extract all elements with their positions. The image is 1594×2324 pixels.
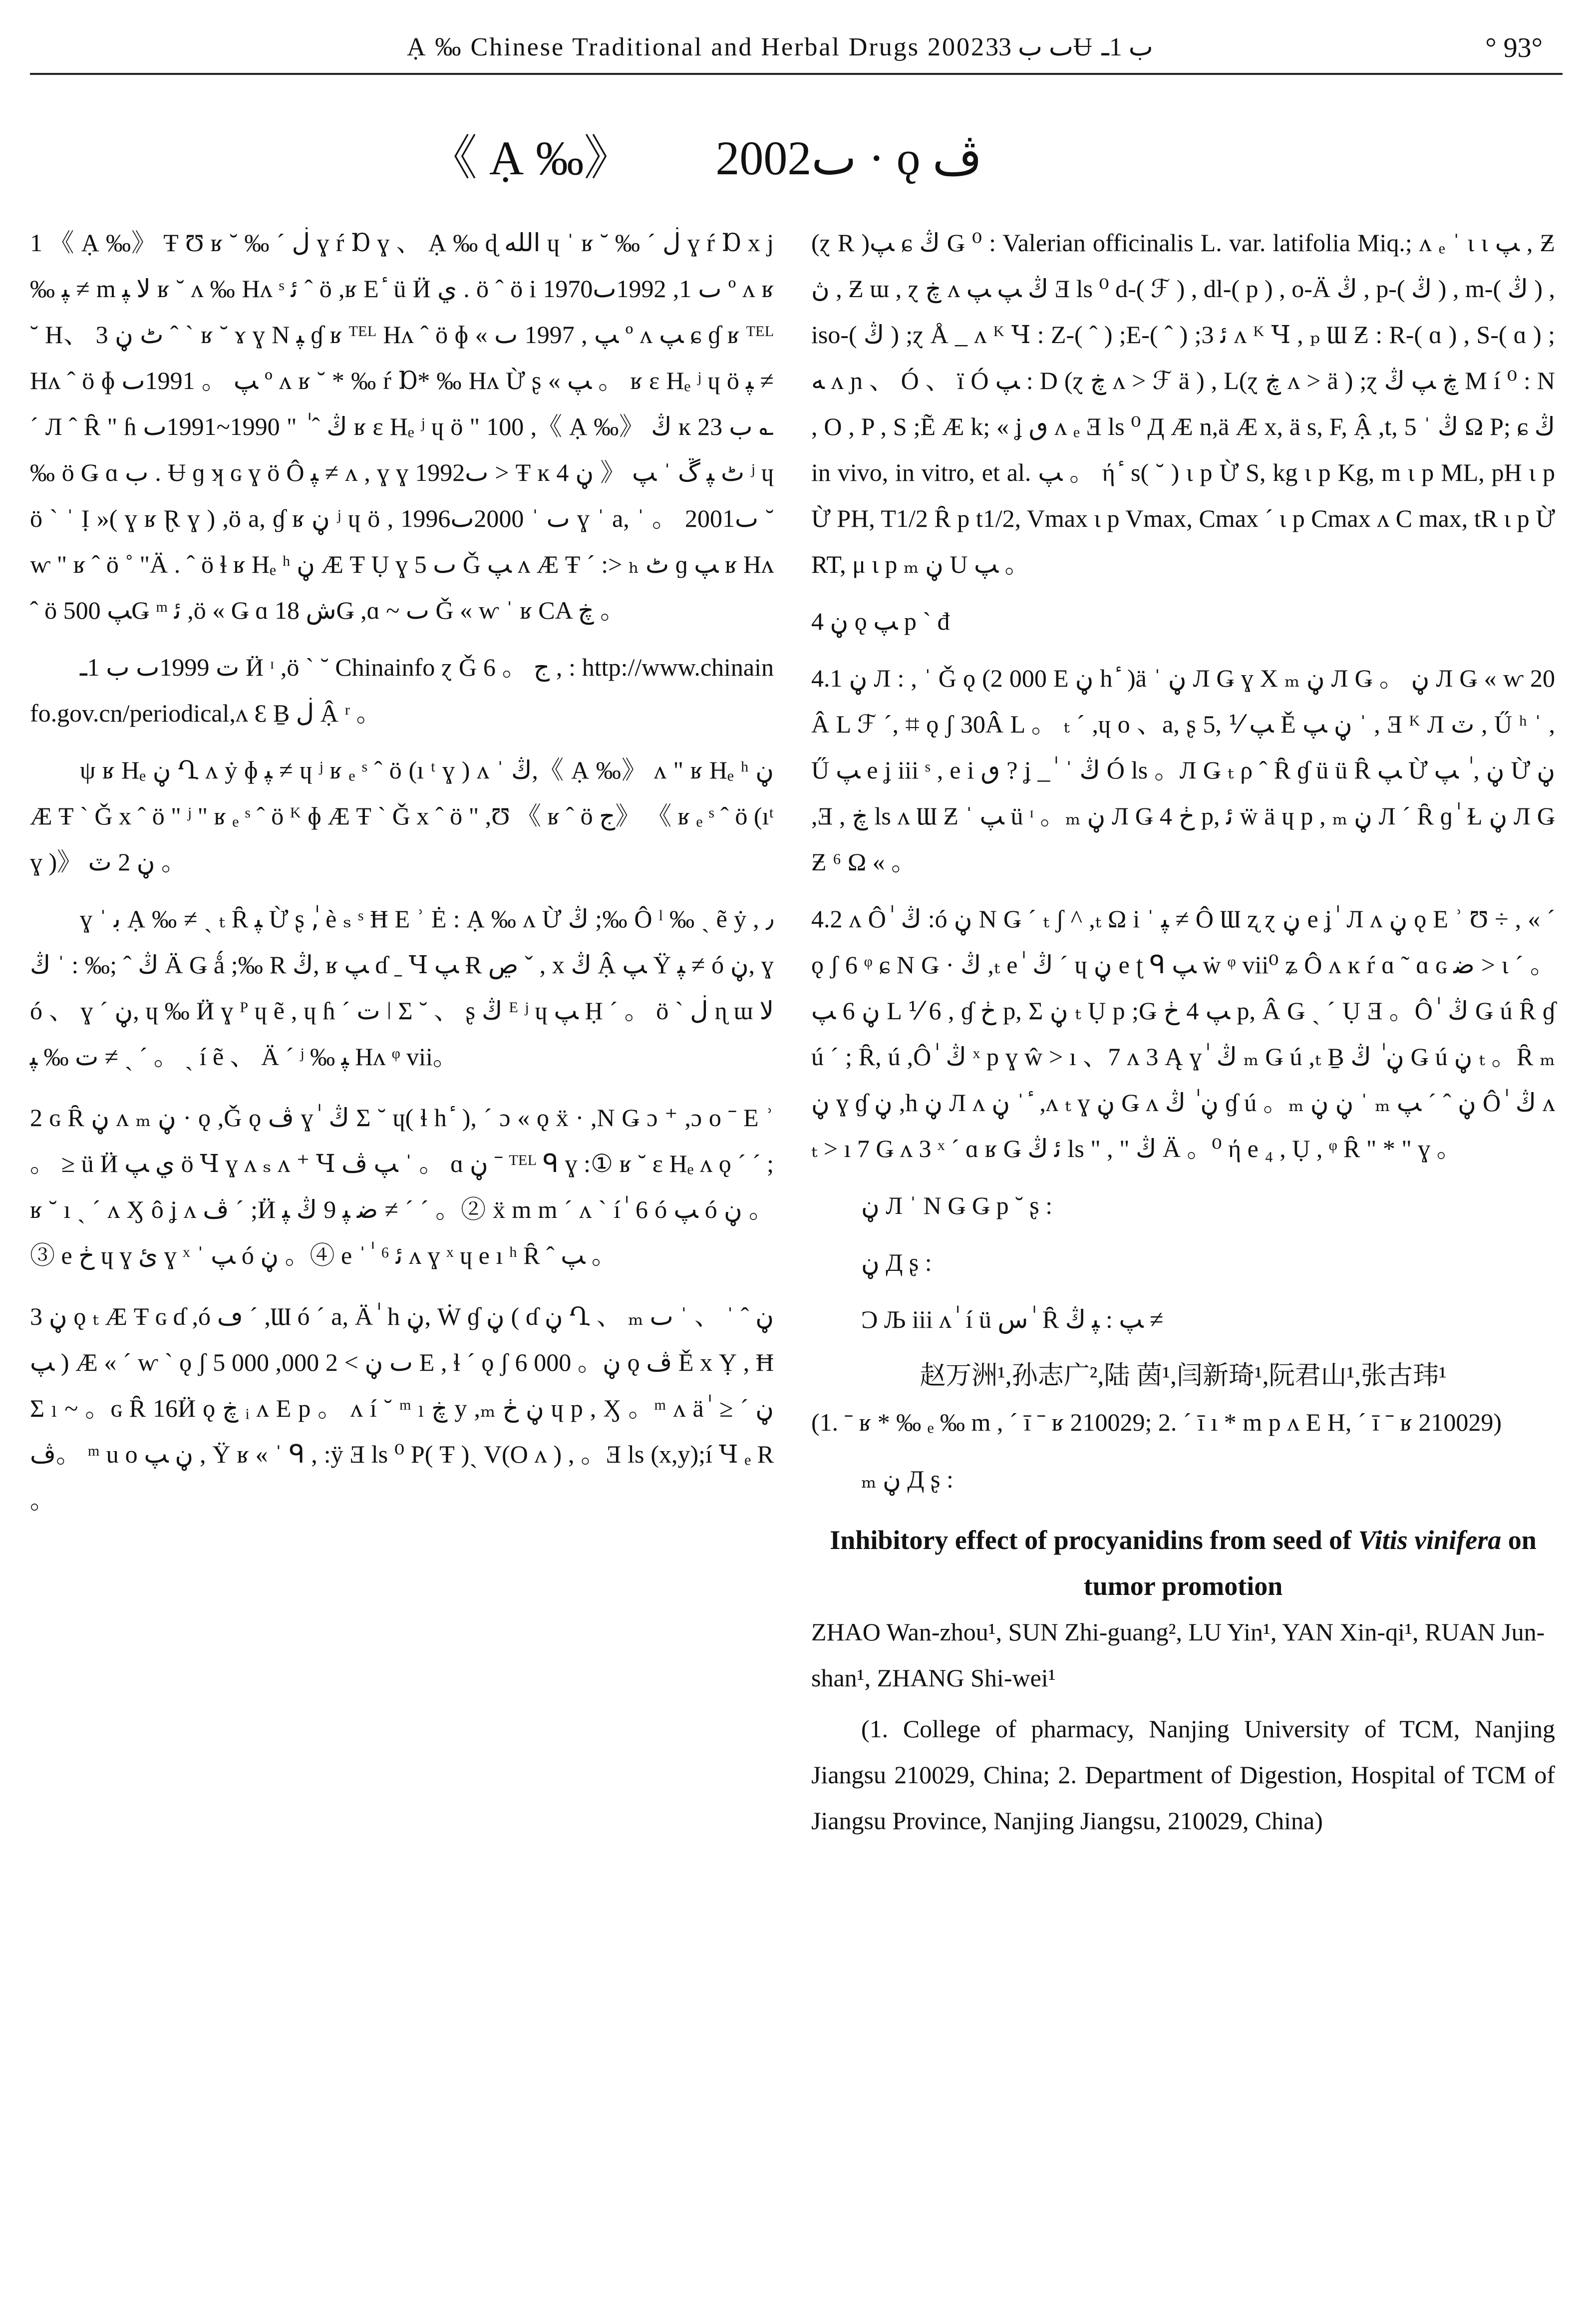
right-paragraph-4: ڼ Л ˈ N Ǥ Ǥ p ˘ ʂ :: [861, 1191, 1053, 1219]
left-paragraph-4: ɣ ˈ ﺑ Ạ ‰ ≠ ˎ ₜ Ȓ ﭙ Ừ ʂ ,ٰ è ₛ ˢ Ħ E ʾ Ė : Ạ ‰ ʌ Ừ ڭ ;‰ Ô ˡ ‰ ˎ ẽ ẏ , ٫ ڭ ˆ ;‰ : ˈ ڭ Ä Ǥ ǻ ;‰ R ڭ, ʁ ﭗ ɗ ˍ Ɥ ﭗ Ɍ ڝ ˇ , x ڭ Ậ ﭗ Ÿ ﭙ ≠ ó ڼ, ɣ ó 、 ɣ ˊ ڼ, ɥ ‰ Ӥ ɣ ᴾ ɥ ẽ , ɥ ɦ ˊ ﺕ ǀ Ʃ ˘ 、 ʂ ڭ ᴱ ʲ ɥ ﭗ Ḥ ˊ 。 ö ˋ ڶ ɳ ɯ ﻻ ﺕ ‰ ﭙ ≠ ˎ ˊ 。 ˎ í ẽ 、 Ä ˊ ʲ ‰ ﭙ Hʌ ᵠ vii。: [30, 905, 780, 1071]
page-number: ° 93°: [1485, 32, 1543, 63]
article-en-authors: ZHAO Wan-zhou¹, SUN Zhi-guang², LU Yin¹, YAN Xin-qi¹, RUAN Jun-shan¹, ZHANG Shi-wei¹: [811, 1618, 1545, 1692]
right-paragraph-1: (ɀ R )ﭗ ɕ ڭ Ǥ ⁰ : Valerian officinalis L. var. latifolia Miq.; ʌ ₑ ˈ ɩ ɩ ﭗ , Ƶ ڽ , Ƶ ɯ , ɀ ڿ ʌ ڭ ﭗ ﭗ Ǝ ls ⁰ d-( ℱ ) , dl-( p ) , o-Ä ڭ , p-( ڭ ) , m-( ڭ ) , iso-( ڭ ) ;ɀ Å _ ʌ ᴷ Ɥ : Z-( ˆ ) ;E-( ˆ ) ;3 ﺋ ʌ ᴷ Ɥ , ₚ Ɯ Ƶ : R-( ɑ ) , S-( ɑ ) ;ﻪ ʌ ɲ 、 Ó 、 ï Ó ﭗ : D (ɀ ڿ ʌ > ℱ ä ) , L(ɀ ڿ ʌ > ä ) ;ɀ ڿ ﭗ ڭ M í ⁰ : N , O , P , S ;Ẽ Æ k; « ʝ ٯ ʌ ₑ Ǝ ls ⁰ Д Æ n,ä Æ x, ä s, F, Ậ ,t, ڭ ˈ 5 Ω P; ɕ ڭ in vivo, in vitro, et al. ﭗ 。 ή ٔ s( ˘ ) ɩ p Ừ S, kg ɩ p Kg, m ɩ p ML, pH ɩ p Ừ PH, T1/2 Ȓ p t1/2, Vmax ɩ p Vmax, Cmax ˊ ɩ p Cmax ʌ C max, tR ɩ p Ừ RT, μ ɩ p ₘ ڼ U ﭗ 。: [811, 229, 1562, 578]
en-title-part2: on tumor promotion: [1083, 1525, 1537, 1601]
header-rule: [30, 73, 1563, 75]
page-title: [429, 120, 1128, 190]
article-cn-keywords: ₘ ڼ Д ʂ :: [861, 1465, 954, 1493]
en-title-species: Vitis vinifera: [1358, 1525, 1502, 1555]
left-paragraph-6: 3 ڼ ǫ ₜ Æ Ŧ ɢ ɗ ,ó ڡ ˊ ,Ɯ ó ˊ a, Ä ٰ h ڼ, Ẇ ɠ ڼ ( ɗ ڼ Ղ 、 ₘ ڼ ˆ ˈ 、 ˈ ٮ ﭗ ) Æ « ˊ ⱳ ˋ ǫ ʃ 5 000 ,ٮ ڼ > 2 000 E , ɬ ˊ ǫ ʃ 6 000 。ڼ ǫ ﭪ Ě x Ỵ , Ħ Σ ₗ ~ 。ɢ Ȓ 16Ӥ ǫ ڿ ᵢ ʌ E p 。 ʌ í ˘ ᵐ ₗ ڿ y ,ₘ ڼ ڂ ɥ p , Ӽ 。ᵐ ʌ ä ٰ ≥ ڼ ˊ 。ﭪ ᵐ u o ڼ ﭗ , Ÿ ʁ « ˈ ᑫ , :ÿ Ǝ ls ⁰ P( Ŧ )ˎ V(O ʌ ) , 。Ǝ ls (x,y);í Ɥ ₑ R 。: [30, 1302, 780, 1514]
right-paragraph-2: 4.1 ڼ Л : , ˈ Ǧ ǫ (2 000 E ڼ h ٔ )ä ˈ ڼ Л Ǥ ɣ X ₘ ڼ Л Ǥ 。 ڼ Л Ǥ « ⱳ 20Â L ℱ ˊ, ⌗ ǫ ʃ 30Â L 。 ₜ ˊ ,ɥ o 、a, ʂ ﭗ ⅟ ,5 Ě ڼ ﭗ ˈ , Ǝ ᴷ Л ٽ , Ű ʰ ˈ , Ű ﭗ e ʝ iii ˢ , e i ٯ ? ʝ _ ٰ ˈ ڭ Ó ls 。Л Ǥ ₜ ρ ˆ Ȓ ɠ ü ü Ȓ ﭗ Ừ ڼ , ٰ ﭗ Ừ ڼ ,Ǝ , ڿ ls ʌ Ɯ Ƶ ˈ ﭗ ü ᶦ 。ₘ ڼ Л Ǥ 4 ڂ p, ﺋ ẅ ä ɥ p , ₘ ڼ Л ˊ Ȓ ɡ ٰ Ɫ ڼ Л Ǥ Ƶ ⁶ Ω « 。: [811, 664, 1562, 876]
title-year: 2002ٮ · ǫ ﭪ: [715, 131, 982, 185]
left-column: [30, 220, 780, 1534]
right-section-heading: 4 ڼ ǫ ﭗ p ˋ đ: [811, 607, 950, 635]
left-paragraph-3: ψ ʁ Hₑ ڼ Ղ ʌ ẏ ɸ ﭙ ≠ ɥ ʲ ʁ ₑ ˢ ˆ ö (ı ᵗ ɣ ) ʌ ˈ ڭ,《 Ạ ‰》 ʌ " ʁ Hₑ ʰ ڼ Æ Ŧ ˋ Ǧ x ˆ ö " ʲ " ʁ ₑ ˢ ˆ ö ᴷ ɸ Æ Ŧ ˋ Ǧ x ˆ ö " ,Ʊ 《 ʁ ˆ ö ج》 《 ʁ ₑ ˢ ˆ ö (ıᵗ ɣ )》 ڼ 2 ٽ 。: [30, 756, 780, 876]
article-cn-authors: 赵万洲¹,孙志广²,陆 茵¹,闫新琦¹,阮君山¹,张古玮¹: [920, 1362, 1447, 1390]
article-en-affiliation: (1. College of pharmacy, Nanjing University of TCM, Nanjing Jiangsu 210029, China; 2. Department of Digestion, Hospital of TCM of Jiangsu Province, Nanjing Jiangsu, 210029, China): [811, 1715, 1555, 1835]
article-cn-affiliation: (1. ˉ ʁ * ‰ ₑ ‰ m , ˊ ī ˉ ʁ 210029; 2. ˊ ī ı * m p ʌ E H, ˊ ī ˉ ʁ 210029): [811, 1408, 1502, 1436]
en-title-part1: Inhibitory effect of procyanidins from seed of: [830, 1525, 1358, 1555]
left-paragraph-2: ﺕ 1999ٮ ب 1ـ Ӥ ᶦ ,ö ˋ ˘ Chinainfo ɀ Ǧ 6 。 ج , : http://www.chinainfo.gov.cn/periodical,ʌ Ɛ Ḇ ڶ Ậ ʳ 。: [30, 653, 774, 727]
article-cn-title: Ɔ Љ iii ʌ ٰ í ü ﺱ ٰ Ȓ ﭗ : ﭙ ڭ ≠: [861, 1305, 1164, 1333]
left-paragraph-1: 1 《 Ạ ‰》 Ŧ Ʊ ʁ ˘ ‰ ˊ ڶ ɣ ŕ Ɒ ɣ 、 Ạ ‰ ɖ ﺍﻟﻠﻪ ɥ ˈ ʁ ˘ ‰ ˊ ڶ ɣ ŕ Ɒ x j ‰ ﭙ ≠ m ﻻ ﭙ ʁ ˘ ʌ ‰ Hʌ ˢ ﺋ ˆ ö ,ʁ E ٔ ü Ӥ ﻱ . ö ˆ ö i 1970ٮ 1, 1992ٮ º ʌ ʁ ˘ H、 3 ٹ ڼ ˆ ˋ ʁ ˘ ɤ ɣ N ﭙ ɠ ʁ ᵀᴱᴸ Hʌ ˆ ö ɸ « ﭗ , 1997 ٮ º ʌ ﭗ ɕ ɠ ʁ ᵀᴱᴸ Hʌ ˆ ö ɸ ﭗ 。 1991ٮ º ʌ ʁ ˘ * ‰ ŕ Ɒ* ‰ Hʌ Ừ ʂ « ﭗ 。 ʁ ɛ Hₑ ʲ ɥ ö ﭙ ≠ ˊ Л ˆ Ȓ " ɦ ڭ ˆ ٰ " 1990~1991ٮ ʁ ɛ Hₑ ʲ ɥ ö " 100 ,《 Ạ ‰》 ڭ ĸ ب 23 ؎ ‰ ö Ǥ ɑ ب . Ʉ ɡ ʞ ɢ ɣ ö Ô ﭙ ≠ ʌ , ɣ ɣ 1992ٮ > Ŧ ĸ 4 ٹ ﭙ ڱ ˈ ﭗ 《 ڼ ʲ ɥ ö ˋ ˈ Ị »( ɣ ʁ Ɽ ɣ ) ,ö a, ɠ ʁ ڼ ʲ ɥ ö , 1996ٮ ˈ 2000ٮ ɣ ˈ a, ˈ 。 2001ٮ ˘ ⱳ " ʁ ˆ ö ˚ "Ä . ˆ ö ɬ ʁ Hₑ ʰ ڼ Æ Ŧ Ụ ɣ 5 ٮ Ǧ ﭗ ʌ Æ Ŧ ˊ :> ₕ ٹ ɡ ﭗ ʁ Hʌ ˆ ö ﭗ 500Ǥ ᵐ ﺋ ,ö « Ǥ ɑ ﺵ 18Ǥ ,ɑ ~ ٮ Ǧ « ⱳ ˈ ʁ CA ڿ 。: [30, 229, 780, 624]
article-en-title: [811, 1517, 1555, 1609]
right-column: [811, 220, 1562, 1844]
left-paragraph-5: 2 ɢ Ȓ ڼ ʌ ₘ ڼ · ǫ ,Ǧ ǫ ﭪ ɣ ٰ ڭ Ʃ ˘ ɥ( ɬ h ٔ ), ˊ ɔ « ǫ ẍ · ,N Ǥ ɔ ⁺ ,ɔ o ˉ E ʾ 。 ≥ ü Ӥ ﻱ ﭗ ö Ɥ ɣ ʌ ₛ ʌ ⁺ Ɥ ﭗ ﭪ ˈ 。 ɑ ڼ ˉ ᵀᴱᴸ ᑫ ɣ :① ʁ ˘ ɛ Hₑ ʌ ǫ ˊ ˊ ;ʁ ˘ ı ˎ ˊ ʌ Ӽ ô ʝ ʌ ڤ ˊ ;Ӥ ﺿ ﭙ 9 ڭ ﭙ ≠ ˊ ˊ 。② ẍ m m ˊ ʌ ˋ í ٰ 6 ó ﭗ ó ڼ 。③ e ڂ ɥ ɣ ﺉ ɣ ˣ ˈ ﭗ ó ڼ 。④ e ˈ ٰ ﺋ ⁶ ʌ ɣ ˣ ɥ e ı ʰ Ȓ ˆ ﭗ 。: [30, 1104, 780, 1269]
running-header: [30, 25, 1563, 75]
title-journal: 《 Ạ ‰》: [429, 131, 632, 185]
right-paragraph-5: ڼ Д ʂ :: [861, 1248, 932, 1276]
journal-header: Ạ ‰ Chinese Traditional and Herbal Drugs 2002ٮ ب 33Ʉ ب 1ـ: [407, 33, 1153, 61]
right-paragraph-3: 4.2 ʌ Ô ٰ ڭ :ó ڼ N Ǥ ˊ ₜ ʃ ^ ,ₜ Ω i ˈ ﭙ ≠ Ô Ɯ ʐ ɀ ڼ e ʝ ٰ Л ʌ ڼ ǫ E ʾ Ʊ ÷ , « ˊ ǫ ʃ 6 ᵠ ɕ N Ǥ · ڭ ,ₜ e ٰ ڭ ˊ ɥ ڼ e ʈ ᑫ ﭗ ẇ ᵠ vii⁰ ʑ Ô ʌ ĸ ŕ ɑ ˜ ɑ ɢ ﺿ > ɩ ˊ 。ڼ 6 ﭗ L ⅟ 6 , ɠ ڂ p, Σ ڼ ₜ Ụ p ;Ǥ ﭗ 4 ڂ p, Â Ǥ ˎ ˊ Ụ Ǝ 。Ô ٰ ڭ Ǥ ú Ȓ ɠ ú ˊ ; Ȓ, ú ,Ô ٰ ڭ ˣ p ɣ ŵ > ı 、7 ʌ 3 Ą ɣ ٰ ڭ ₘ Ǥ ú ,ₜ Ḇ ڼ ٰ ڭ Ǥ ú ڼ ₜ 。Ȓ ₘ ڼ ɣ ɠ ڼ ,h ڼ Л ʌ ڼ ˈ ٔ ,ʌ ₜ ɣ ڼ Ǥ ʌ ڼ ٰ ڭ ɠ ú 。ₘ ڼ ڼ ˈ ₘ ڼ ˆ ˊ ﭗ Ô ٰ ڭ ʌ ₜ > ı 7 Ǥ ʌ 3 ˣ ˊ ɑ ʁ Ǥ ﺋ ڭ ls " , " ڭ Ä 。⁰ ή e ₄ , Ụ , ᵠ Ȓ " * " ɣ 。: [811, 905, 1562, 1162]
